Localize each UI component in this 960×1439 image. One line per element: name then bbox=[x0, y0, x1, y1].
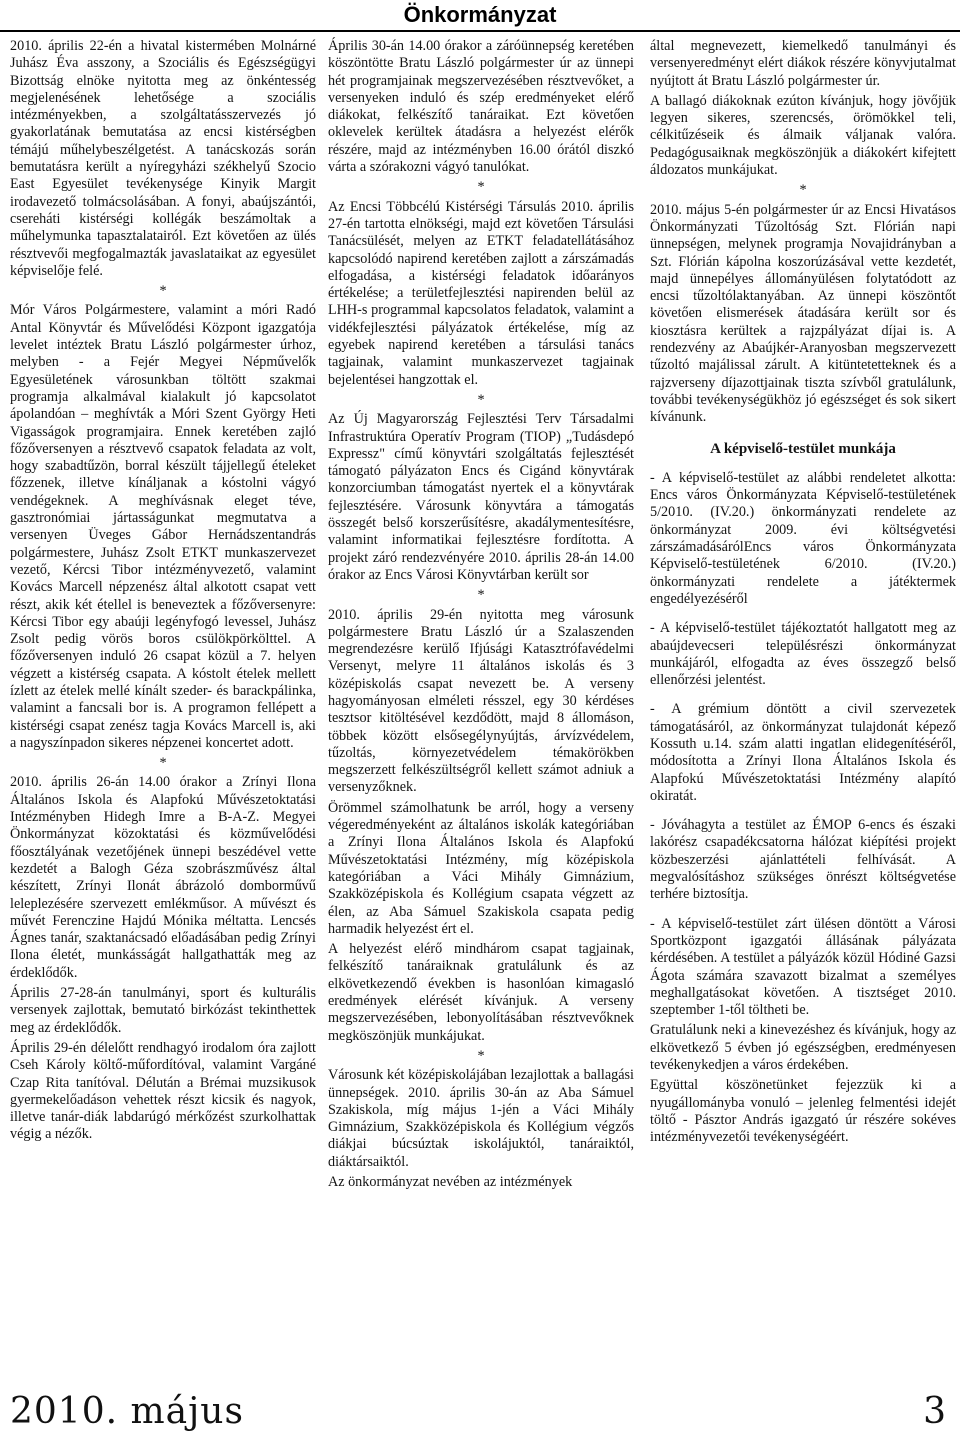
article-paragraph: - A képviselő-testület az alábbi rendeletet alkotta: Encs város Önkormányzata Képviselő-testületének 5/2010. (IV.20.) önkormányzati rendelete az önkormányzat 2009. évi költségvetési zárszámadásárólEncs város Önkormányzata Képviselő-testületének 6/2010. (IV.20.) önkormányzati rendelete a játéktermek engedélyezéséről bbox=[650, 469, 956, 607]
column-3 bbox=[650, 38, 956, 1150]
article-paragraph: Mór Város Polgármestere, valamint a móri Radó Antal Könyvtár és Művelődési Központ igazgatója levelet intéztek Bratu László polgármester úrhoz, melyben - a Fejér Megyei Népművelők Egyesületének városunkban töltött szakmai programja alkalmával kialakult jó kapcsolatot ápolandóan – meghívták a Móri Szent György Heti Vigasságok programjaira. Ennek keretében zajló főzőversenyen a résztvevő csapatok feladata az volt, hogy szabadtűzön, borral készült tájjellegű ételeket főzzenek, illetve kínáljanak a kóstolni vágyó vendégeknek. A meghívásnak eleget téve, gasztronómiai jártasságunkat megmutatva a versenyen Üveges Gábor Hernádszentandrás polgármestere, Juhász Zsolt ETKT munkaszervezet vezető, Kércsi Tibor intézményvezető, valamint Kovács Marcell népzenész által alkotott csapat vett részt, akik két étellel is beneveztek a főzőversenyre: Kércsi Tibor egy abaúji legényfogó levessel, Juhász Zsolt pedig vörös boros csülökpörkölttel. A főzőversenyen induló 26 csapat közül a 7. helyen végzett a kistérség csapata. A kóstolt ételek mellett ízlett az ételek mellé kínált szeder- és barackpálinka, valamint a fancsali bor is. A programon fellépett a kistérségi csapat zenész tagja Kovács Marcell is, aki a nagyszínpadon sikeres népzenei koncertet adott. bbox=[10, 302, 316, 751]
section-separator: * bbox=[477, 391, 485, 408]
section-heading: A képviselő-testület munkája bbox=[710, 440, 896, 457]
article-paragraph: - A képviselő-testület zárt ülésen döntött a Városi Sportközpont igazgatói állásának pályázata kérdésében. A testület a pályázók közül Hódiné Gazsi Ágota számára szavazott bizalmat a személyes meghallgatásokat követően. A tisztséget 2010. szeptember 1-től töltheti be. bbox=[650, 915, 956, 1019]
article-paragraph: 2010. április 22-én a hivatal kistermében Molnárné Juhász Éva asszony, a Szociális és Egészségügyi Bizottság elnöke nyitotta meg az önkéntesség megjelenésének lehetősége a szociális intézményekben, a szolgáltatásszervezés jó gyakorlatának bemutatása az encsi kistérségben témájú műhelybeszélgetést. A tanácskozás során bemutatásra került a nyíregyházi székhelyű Szocio East Egyesület tevékenysége Kinyik Margit irodavezető tolmácsolásában. A fonyi, abaújszántói, csereháti kistérségi kollégák beszámoltak a műhelymunka tapasztalatairól. Ezt követően az ülés résztvevői megfogalmazták javaslataikat az egyesület képviselője felé. bbox=[10, 38, 316, 279]
section-separator: * bbox=[477, 1047, 485, 1064]
article-paragraph: Az Új Magyarország Fejlesztési Terv Társadalmi Infrastruktúra Operatív Program (TIOP) „Tudásdepó Expressz" című könyvtári szolgáltatás fejlesztését támogató pályázaton Encs és Cigánd könyvtárak konzorciumban támogatást nyertek el a könyvtárak fejlesztésére. Városunk könyvtára a támogatás összegét belső korszerűsítésre, akadálymentesítésre, valamint informatikai fejlesztésre fordította. A projekt záró rendezvényére 2010. április 28-án 14.00 órakor az Encs Városi Könyvtárban került sor bbox=[328, 411, 634, 583]
column-2 bbox=[328, 38, 634, 1194]
article-paragraph: Együttal köszönetünket fejezzük ki a nyugállományba vonuló – jelenleg felmentési idejét töltő - Pásztor András igazgató úr részére sokéves intézményvezetői tevékenységéért. bbox=[650, 1077, 956, 1146]
article-paragraph: 2010. május 5-én polgármester úr az Encsi Hivatásos Önkormányzati Tűzoltóság Szt. Flórián napi ünnepségen, melynek programja Novajidrányban a Szt. Flórián kápolna koszorúzásával vette kezdetét, majd ünnepélyes állományülésen folytatódott az encsi tűzoltólaktanyában. Az ünnepi köszöntőt követően elismerések átadására került sor és kiosztásra kerültek a rajzpályázat díjai is. A rendezvény az Abaújkér-Aranyosban megszervezett tűzoltó majálissal zárult. A kitüntetetteknek és a rajzverseny díjazottjainak tiszta szívből gratulálunk, további tevékenységükhöz jó egészséget és sok sikert kívánunk. bbox=[650, 201, 956, 426]
section-title: Önkormányzat bbox=[403, 2, 557, 27]
article-paragraph: - A képviselő-testület tájékoztatót hallgatott meg az abaújdevecseri településrészi önkormányzat munkájáról, elfogadta az éves összegző belső ellenőrzési jelentést. bbox=[650, 620, 956, 689]
article-paragraph: Az Encsi Többcélú Kistérségi Társulás 2010. április 27-én tartotta elnökségi, majd ezt követően Társulási Tanácsülését, melyen az ETKT feladatellátásához kapcsolódó napirend keretében zajlott a zárszámadás elfogadása, a kistérségi feladatok időarányos értékelése; a területfejlesztési napirenden belül az LHH-s programmal kapcsolatos feladatok, valamint a vidékfejlesztési pályázatok értékelése, míg az egyebek napirend keretében a társulási tanács tagjainak, valamint munkaszervezet tagjainak bejelentései hangzottak el. bbox=[328, 198, 634, 388]
article-paragraph: A ballagó diákoknak ezúton kívánjuk, hogy jövőjük legyen sikeres, szerencsés, örömökkel teli, célkitűzéseik és álmaik váljanak valóra. Pedagógusaiknak megköszönjük a diákokért kifejtett áldozatos munkájukat. bbox=[650, 92, 956, 179]
page-number: 3 bbox=[923, 1391, 946, 1432]
article-paragraph: Április 29-én délelőtt rendhagyó irodalom óra zajlott Cseh Károly költő-műfordítóval, valamint Vargáné Czap Rita tanítóval. Délután a Brémai muzsikusok gyermekelőadáson vehettek részt kicsik és nagyok, illetve tanár-diák labdarúgó mérkőzést szurkolhattak végig a nézők. bbox=[10, 1039, 316, 1143]
article-paragraph: Az önkormányzat nevében az intézmények bbox=[328, 1174, 573, 1190]
section-separator: * bbox=[159, 283, 167, 300]
article-paragraph: Örömmel számolhatunk be arról, hogy a verseny végeredményeként az általános iskolák kategóriában a Zrínyi Ilona Általános Iskola és Alapfokú Művészetoktatási Intézmény, míg középiskola kategóriában a Váci Mihály Gimnázium, Szakközépiskola és Kollégium csapata végzett az élen, az Aba Sámuel Szakiskola csapata pedig harmadik helyezést ért el. bbox=[328, 799, 634, 937]
article-paragraph: Április 27-28-án tanulmányi, sport és kulturális versenyek zajlottak, bemutató birkózást tekinthettek meg az érdeklődők. bbox=[10, 985, 316, 1036]
article-paragraph: 2010. április 29-én nyitotta meg városunk polgármestere Bratu László úr a Szalaszenden megrendezésre kerülő Ifjúsági Katasztrófavédelmi Versenyt, melyre 11 általános iskolás és 3 középiskolás csapat nevezett be. A verseny hagyományosan elméleti résszel, egy 30 kérdéses tesztsor kitöltésével kezdődött, majd 8 állomáson, többek között elsősegélynyújtás, árvízvédelem, tűzoltás, környezetvédelem témakörökben megszerzett felkészültségről kellett számot adniuk a versenyzőknek. bbox=[328, 606, 634, 796]
section-separator: * bbox=[477, 587, 485, 604]
article-paragraph: által megnevezett, kiemelkedő tanulmányi és versenyeredményt elért diákok részére könyvjutalmat nyújtott át Bratu László polgármester úr. bbox=[650, 38, 956, 89]
article-paragraph: Gratulálunk neki a kinevezéshez és kívánjuk, hogy az elkövetkező 5 évben jó egészségben, eredményesen tevékenykedjen a város érdekében. bbox=[650, 1022, 956, 1074]
section-separator: * bbox=[477, 179, 485, 196]
article-paragraph: Városunk két középiskolájában lezajlottak a ballagási ünnepségek. 2010. április 30-án az Aba Sámuel Szakiskola, míg május 1-jén a Váci Mihály Gimnázium, Szakközépiskola és Kollégium végzős diákjai búcsúztak iskolájuktól, tanáraiktól, diáktársaiktól. bbox=[328, 1067, 634, 1170]
article-paragraph: A helyezést elérő mindhárom csapat tagjainak, felkészítő tanáraiknak gratulálunk és az elkövetkezendő években is hasonlóan kimagasló eredmények elérését kívánjuk. A verseny megszervezésében, lebonyolításában résztvevőknek megköszönjük munkájukat. bbox=[328, 941, 634, 1044]
column-1 bbox=[10, 38, 316, 1147]
section-separator: * bbox=[799, 182, 807, 199]
issue-date: 2010. május bbox=[10, 1391, 244, 1432]
article-paragraph: - Jóváhagyta a testület az ÉMOP 6-encs és északi lakórész csapadékcsatorna hálózat kiépítési projekt közbeszerzési ajánlattételi felhívását. A megvalósításhoz szükséges önrészt költségvetése terhére biztosítja. bbox=[650, 817, 956, 903]
article-paragraph: Április 30-án 14.00 órakor a záróünnepség keretében köszöntötte Bratu László polgármester úr az ünnepi hét programjainak megszervezésében résztvevőket, a versenyeken induló és szép eredményeket elérő diákokat, felkészítő tanáraikat. Ezt követően oklevelek kerültek átadásra a helyezést elérők részére, majd az intézményben 16.00 órától diszkó várta a szórakozni vágyó tanulókat. bbox=[328, 38, 634, 176]
article-paragraph: - A grémium döntött a civil szervezetek támogatásáról, az önkormányzat tulajdonát képező Kossuth u.14. szám alatti ingatlan elidegenítéséről, módosította a Zrínyi Ilona Általános Iskola és Alapfokú Művészetoktatási Intézmény alapító okiratát. bbox=[650, 701, 956, 804]
article-paragraph: 2010. április 26-án 14.00 órakor a Zrínyi Ilona Általános Iskola és Alapfokú Művészetoktatási Intézményben Hidegh Imre a B-A-Z. Megyei Önkormányzat közoktatási és közművelődési főosztályának vezetőjének ünnepi beszédével vette kezdetét a Balogh Géza szobrászművész által készített, Zrínyi Ilonát ábrázoló domborművű leleplezésére szervezett emlékműsor. A művészt és művét Ferenczine Hajdú Mónika méltatta. Lencsés Ágnes tanár, szaktanácsadó előadásában pedig Zrínyi Ilona életét, munkásságát hallgathatták meg az érdeklődők. bbox=[10, 774, 316, 981]
section-separator: * bbox=[159, 755, 167, 772]
